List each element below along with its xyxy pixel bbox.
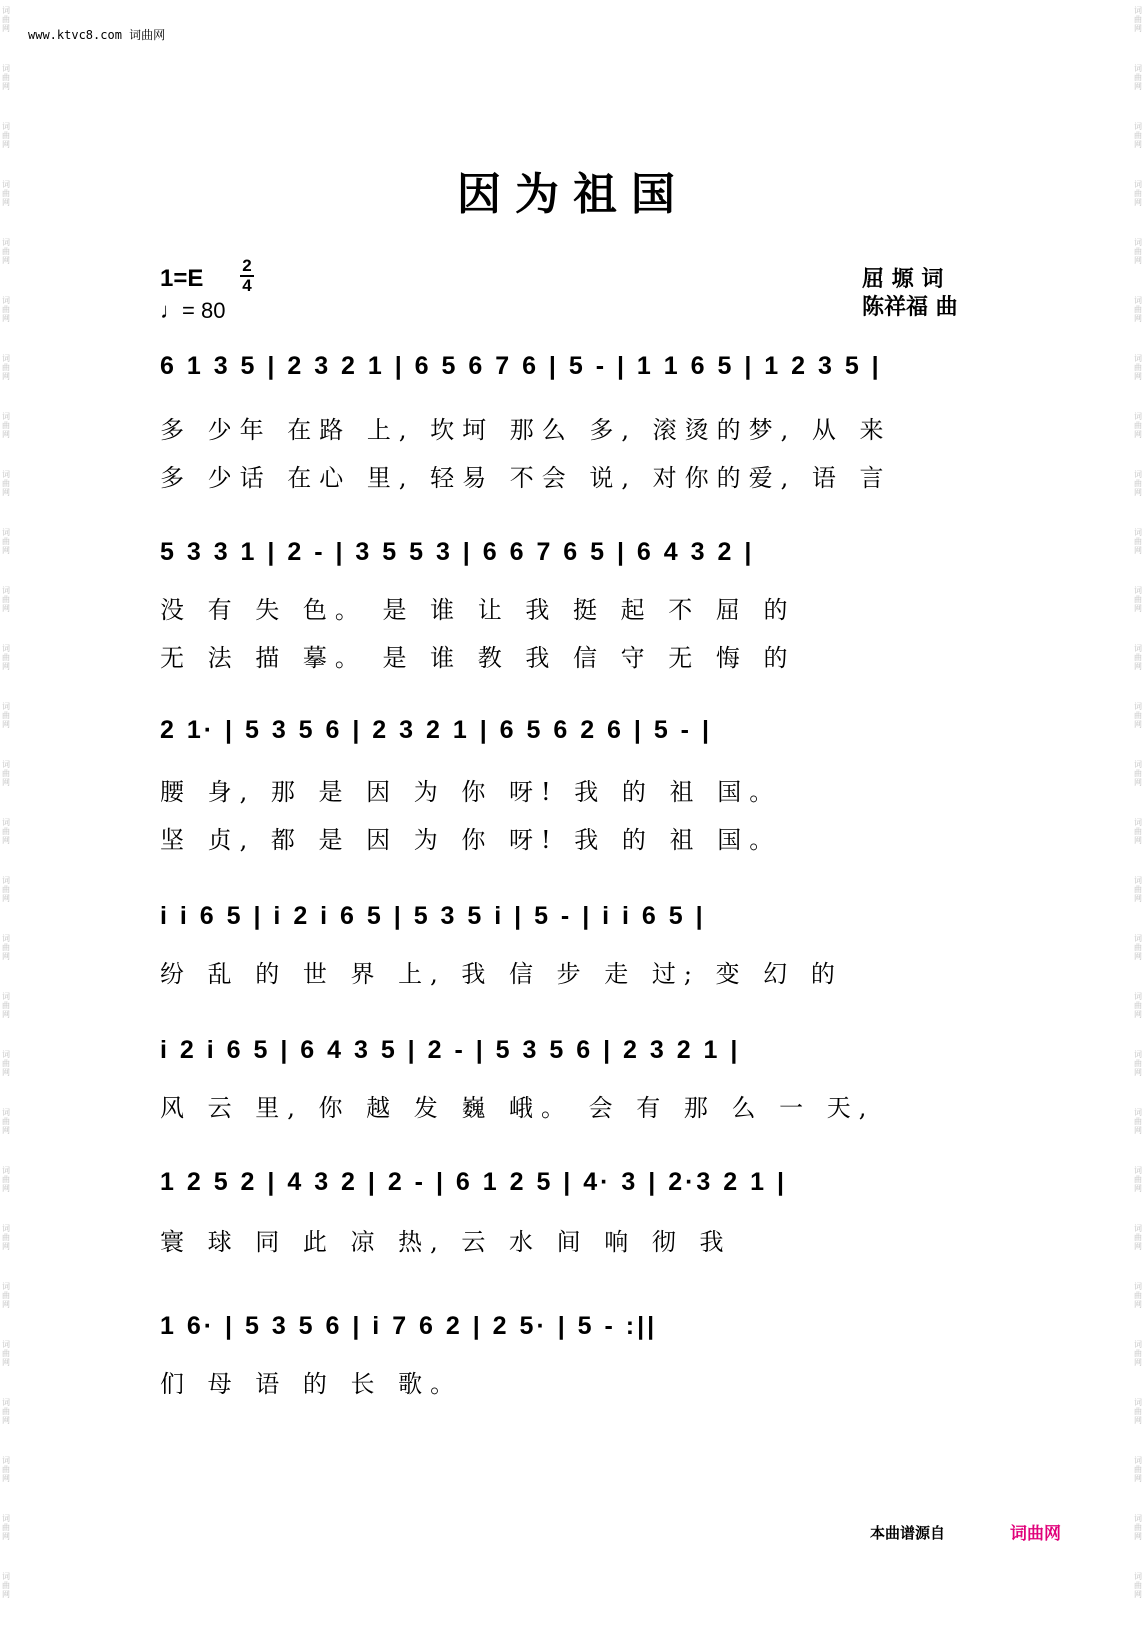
time-signature — [240, 257, 254, 295]
lyric-line-6: 寰 球 同 此 凉 热, 云 水 间 响 彻 我 — [160, 1228, 732, 1256]
footer-brand-link[interactable]: 词曲网 — [1010, 1524, 1061, 1544]
watermark-mark: 词 曲 网 — [2, 1224, 10, 1251]
lyric-line-2-verse-1: 没 有 失 色。 是 谁 让 我 挺 起 不 屈 的 — [160, 596, 796, 624]
lyric-line-3-verse-2: 坚 贞, 都 是 因 为 你 呀! 我 的 祖 国。 — [160, 826, 782, 854]
watermark-mark: 词 曲 网 — [2, 1456, 10, 1483]
watermark-mark: 词 曲 网 — [1134, 992, 1142, 1019]
watermark-mark: 词 曲 网 — [2, 1572, 10, 1599]
watermark-mark: 词 曲 网 — [2, 1282, 10, 1309]
lyric-line-1-verse-1: 多 少年 在路 上, 坎坷 那么 多, 滚烫的梦, 从 来 — [160, 416, 892, 444]
footer-source-label: 本曲谱源自 — [870, 1524, 946, 1542]
watermark-mark: 词 曲 网 — [2, 586, 10, 613]
watermark-mark: 词 曲 网 — [1134, 934, 1142, 961]
watermark-mark: 词 曲 网 — [1134, 644, 1142, 671]
lyric-line-4: 纷 乱 的 世 界 上, 我 信 步 走 过; 变 幻 的 — [160, 960, 843, 988]
left-watermark-strip — [2, 0, 12, 1637]
watermark-mark: 词 曲 网 — [2, 1050, 10, 1077]
notation-line-4: i i 6 5 | i 2 i 6 5 | 5 3 5 i | 5 - | i i 6 5 | — [160, 902, 706, 930]
watermark-mark: 词 曲 网 — [2, 6, 10, 33]
lyric-line-7: 们 母 语 的 长 歌。 — [160, 1370, 463, 1398]
watermark-mark: 词 曲 网 — [1134, 296, 1142, 323]
watermark-mark: 词 曲 网 — [1134, 412, 1142, 439]
notation-line-3: 2 1· | 5 3 5 6 | 2 3 2 1 | 6 5 6 2 6 | 5 - | — [160, 716, 712, 744]
watermark-mark: 词 曲 网 — [1134, 528, 1142, 555]
watermark-mark: 词 曲 网 — [2, 296, 10, 323]
lyric-line-3-verse-1: 腰 身, 那 是 因 为 你 呀! 我 的 祖 国。 — [160, 778, 782, 806]
watermark-mark: 词 曲 网 — [2, 1340, 10, 1367]
time-signature-bottom: 4 — [240, 275, 254, 295]
watermark-mark: 词 曲 网 — [1134, 180, 1142, 207]
watermark-mark: 词 曲 网 — [1134, 1572, 1142, 1599]
watermark-mark: 词 曲 网 — [1134, 876, 1142, 903]
watermark-mark: 词 曲 网 — [1134, 1340, 1142, 1367]
watermark-mark: 词 曲 网 — [2, 702, 10, 729]
watermark-mark: 词 曲 网 — [1134, 64, 1142, 91]
notation-line-6: 1 2 5 2 | 4 3 2 | 2 - | 6 1 2 5 | 4· 3 | 2·3 2 1 | — [160, 1168, 787, 1196]
watermark-mark: 词 曲 网 — [1134, 1398, 1142, 1425]
notation-line-2: 5 3 3 1 | 2 - | 3 5 5 3 | 6 6 7 6 5 | 6 4 3 2 | — [160, 538, 755, 566]
watermark-mark: 词 曲 网 — [2, 354, 10, 381]
watermark-mark: 词 曲 网 — [2, 1398, 10, 1425]
watermark-mark: 词 曲 网 — [1134, 238, 1142, 265]
notation-line-5: i 2 i 6 5 | 6 4 3 5 | 2 - | 5 3 5 6 | 2 3 2 1 | — [160, 1036, 741, 1064]
watermark-mark: 词 曲 网 — [1134, 1224, 1142, 1251]
key-signature: 1=E — [160, 265, 204, 292]
watermark-mark: 词 曲 网 — [2, 64, 10, 91]
right-watermark-strip — [1134, 0, 1144, 1637]
watermark-mark: 词 曲 网 — [1134, 586, 1142, 613]
watermark-mark: 词 曲 网 — [1134, 6, 1142, 33]
notation-line-1: 6 1 3 5 | 2 3 2 1 | 6 5 6 7 6 | 5 - | 1 1 6 5 | 1 2 3 5 | — [160, 352, 882, 380]
lyric-line-2-verse-2: 无 法 描 摹。 是 谁 教 我 信 守 无 悔 的 — [160, 644, 796, 672]
watermark-mark: 词 曲 网 — [2, 818, 10, 845]
watermark-mark: 词 曲 网 — [2, 1166, 10, 1193]
watermark-mark: 词 曲 网 — [1134, 122, 1142, 149]
watermark-mark: 词 曲 网 — [2, 934, 10, 961]
watermark-mark: 词 曲 网 — [2, 1108, 10, 1135]
watermark-mark: 词 曲 网 — [1134, 1456, 1142, 1483]
watermark-mark: 词 曲 网 — [1134, 1108, 1142, 1135]
watermark-mark: 词 曲 网 — [2, 122, 10, 149]
watermark-mark: 词 曲 网 — [1134, 760, 1142, 787]
composer-credit: 陈祥福 曲 — [862, 295, 958, 320]
watermark-mark: 词 曲 网 — [2, 412, 10, 439]
watermark-mark: 词 曲 网 — [2, 238, 10, 265]
watermark-mark: 词 曲 网 — [1134, 1166, 1142, 1193]
watermark-mark: 词 曲 网 — [1134, 1282, 1142, 1309]
watermark-mark: 词 曲 网 — [2, 180, 10, 207]
watermark-mark: 词 曲 网 — [1134, 354, 1142, 381]
watermark-mark: 词 曲 网 — [1134, 1514, 1142, 1541]
watermark-mark: 词 曲 网 — [2, 760, 10, 787]
watermark-mark: 词 曲 网 — [1134, 470, 1142, 497]
watermark-mark: 词 曲 网 — [2, 992, 10, 1019]
watermark-mark: 词 曲 网 — [2, 1514, 10, 1541]
watermark-mark: 词 曲 网 — [1134, 818, 1142, 845]
song-title: 因为祖国 — [457, 169, 689, 220]
watermark-mark: 词 曲 网 — [2, 470, 10, 497]
time-signature-top: 2 — [242, 256, 252, 275]
watermark-mark: 词 曲 网 — [2, 876, 10, 903]
tempo-marking: ♩= 80 — [160, 298, 226, 323]
site-url[interactable]: www.ktvc8.com 词曲网 — [28, 28, 166, 42]
lyric-line-5: 风 云 里, 你 越 发 巍 峨。 会 有 那 么 一 天, — [160, 1094, 875, 1122]
notation-line-7: 1 6· | 5 3 5 6 | i 7 6 2 | 2 5· | 5 - :|| — [160, 1312, 658, 1340]
lyric-line-1-verse-2: 多 少话 在心 里, 轻易 不会 说, 对你的爱, 语 言 — [160, 464, 892, 492]
lyricist-credit: 屈 塬 词 — [862, 267, 944, 292]
watermark-mark: 词 曲 网 — [1134, 702, 1142, 729]
watermark-mark: 词 曲 网 — [1134, 1050, 1142, 1077]
watermark-mark: 词 曲 网 — [2, 528, 10, 555]
watermark-mark: 词 曲 网 — [2, 644, 10, 671]
